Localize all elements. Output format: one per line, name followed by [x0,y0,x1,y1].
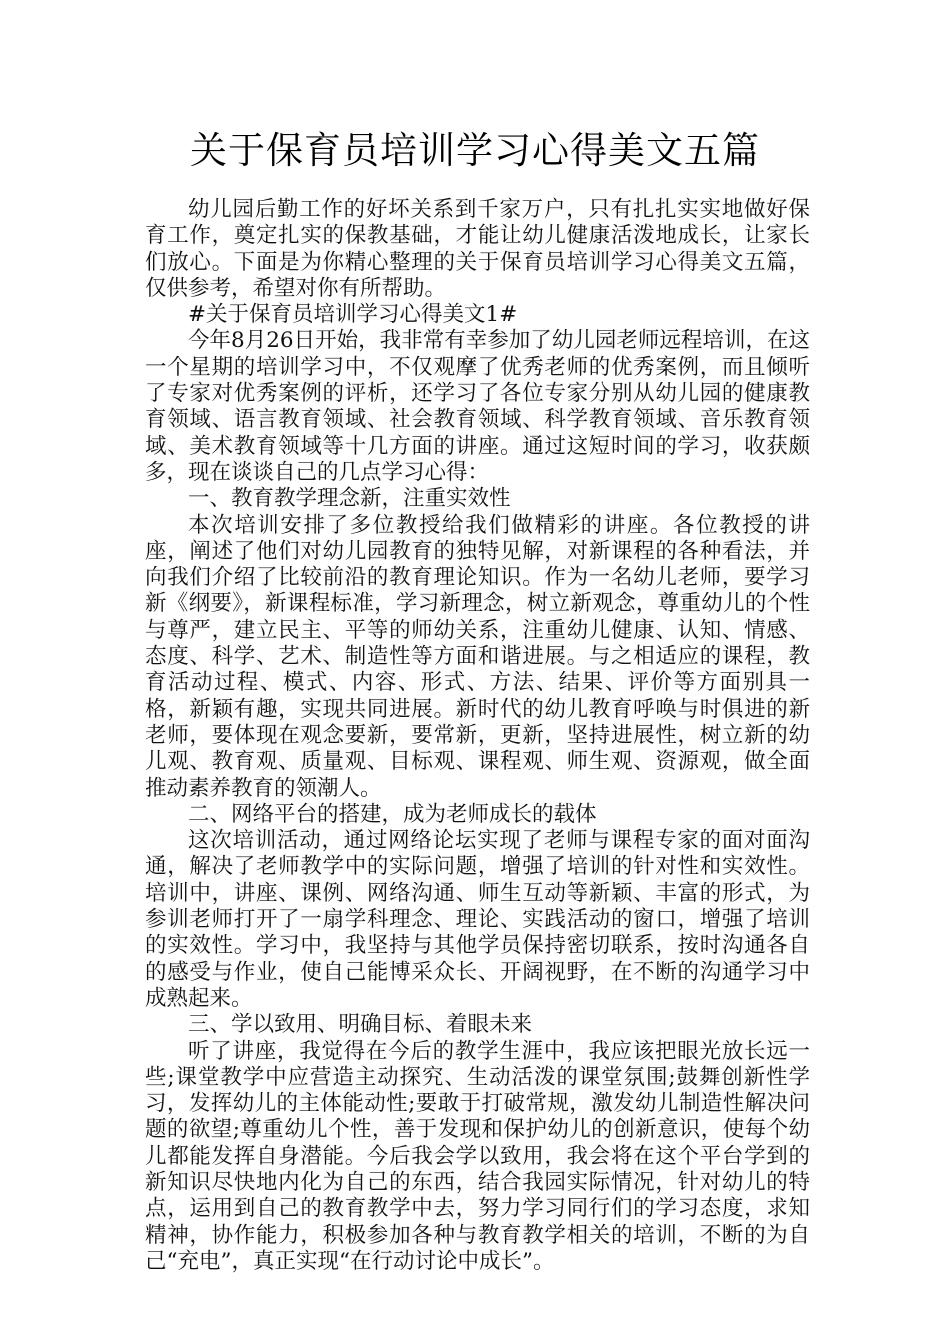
section-heading-1: 一、教育教学理念新，注重实效性 [188,486,511,512]
section-heading-2: 二、网络平台的搭建，成为老师成长的载体 [188,801,597,827]
body-paragraph: 听了讲座，我觉得在今后的教学生涯中，我应该把眼光放长远一些;课堂教学中应营造主动探究、生动活泼的课堂氛围;鼓舞创新性学习，发挥幼儿的主体能动性;要敢于打破常规，激发幼儿制造性解决问题的欲望;尊重幼儿个性，善于发现和保护幼儿的创新意识，使每个幼儿都能发挥自身潜能。今后我会学以致用，我会将在这个平台学到的新知识尽快地内化为自己的东西，结合我园实际情况，针对幼儿的特点，运用到自己的教育教学中去，努力学习同行们的学习态度，求知精神，协作能力，积极参加各种与教育教学相关的培训，不断的为自己“充电”，真正实现“在行动讨论中成长”。 [145,1038,810,1274]
body-paragraph: 这次培训活动，通过网络论坛实现了老师与课程专家的面对面沟通，解决了老师教学中的实际问题，增强了培训的针对性和实效性。培训中，讲座、课例、网络沟通、师生互动等新颖、丰富的形式，为参训老师打开了一扇学科理念、理论、实践活动的窗口，增强了培训的实效性。学习中，我坚持与其他学员保持密切联系，按时沟通各自的感受与作业，使自己能博采众长、开阔视野，在不断的沟通学习中成熟起来。 [145,828,810,1011]
article-heading-1: #关于保育员培训学习心得美文1# [188,302,518,328]
body-paragraph: 本次培训安排了多位教授给我们做精彩的讲座。各位教授的讲座，阐述了他们对幼儿园教育的独特见解，对新课程的各种看法，并向我们介绍了比较前沿的教育理论知识。作为一名幼儿老师，要学习新《纲要》，新课程标准，学习新理念，树立新观念，尊重幼儿的个性与尊严，建立民主、平等的师幼关系，注重幼儿健康、认知、情感、态度、科学、艺术、制造性等方面和谐进展。与之相适应的课程，教育活动过程、模式、内容、形式、方法、结果、评价等方面别具一格，新颖有趣，实现共同进展。新时代的幼儿教育呼唤与时俱进的新老师，要体现在观念要新，要常新，更新，坚持进展性，树立新的幼儿观、教育观、质量观、目标观、课程观、师生观、资源观，做全面推动素养教育的领潮人。 [145,512,810,801]
section-heading-3: 三、学以致用、明确目标、着眼未来 [188,1012,533,1038]
intro-paragraph: 幼儿园后勤工作的好坏关系到千家万户，只有扎扎实实地做好保育工作，奠定扎实的保教基础，才能让幼儿健康活泼地成长，让家长们放心。下面是为你精心整理的关于保育员培训学习心得美文五篇，仅供参考，希望对你有所帮助。 [145,197,810,301]
document-body [145,197,810,1275]
body-paragraph: 今年8月26日开始，我非常有幸参加了幼儿园老师远程培训，在这一个星期的培训学习中，不仅观摩了优秀老师的优秀案例，而且倾听了专家对优秀案例的评析，还学习了各位专家分别从幼儿园的健康教育领域、语言教育领域、社会教育领域、科学教育领域、音乐教育领域、美术教育领域等十几方面的讲座。通过这短时间的学习，收获颇多，现在谈谈自己的几点学习心得： [145,328,810,485]
document-title: 关于保育员培训学习心得美文五篇 [190,129,760,172]
